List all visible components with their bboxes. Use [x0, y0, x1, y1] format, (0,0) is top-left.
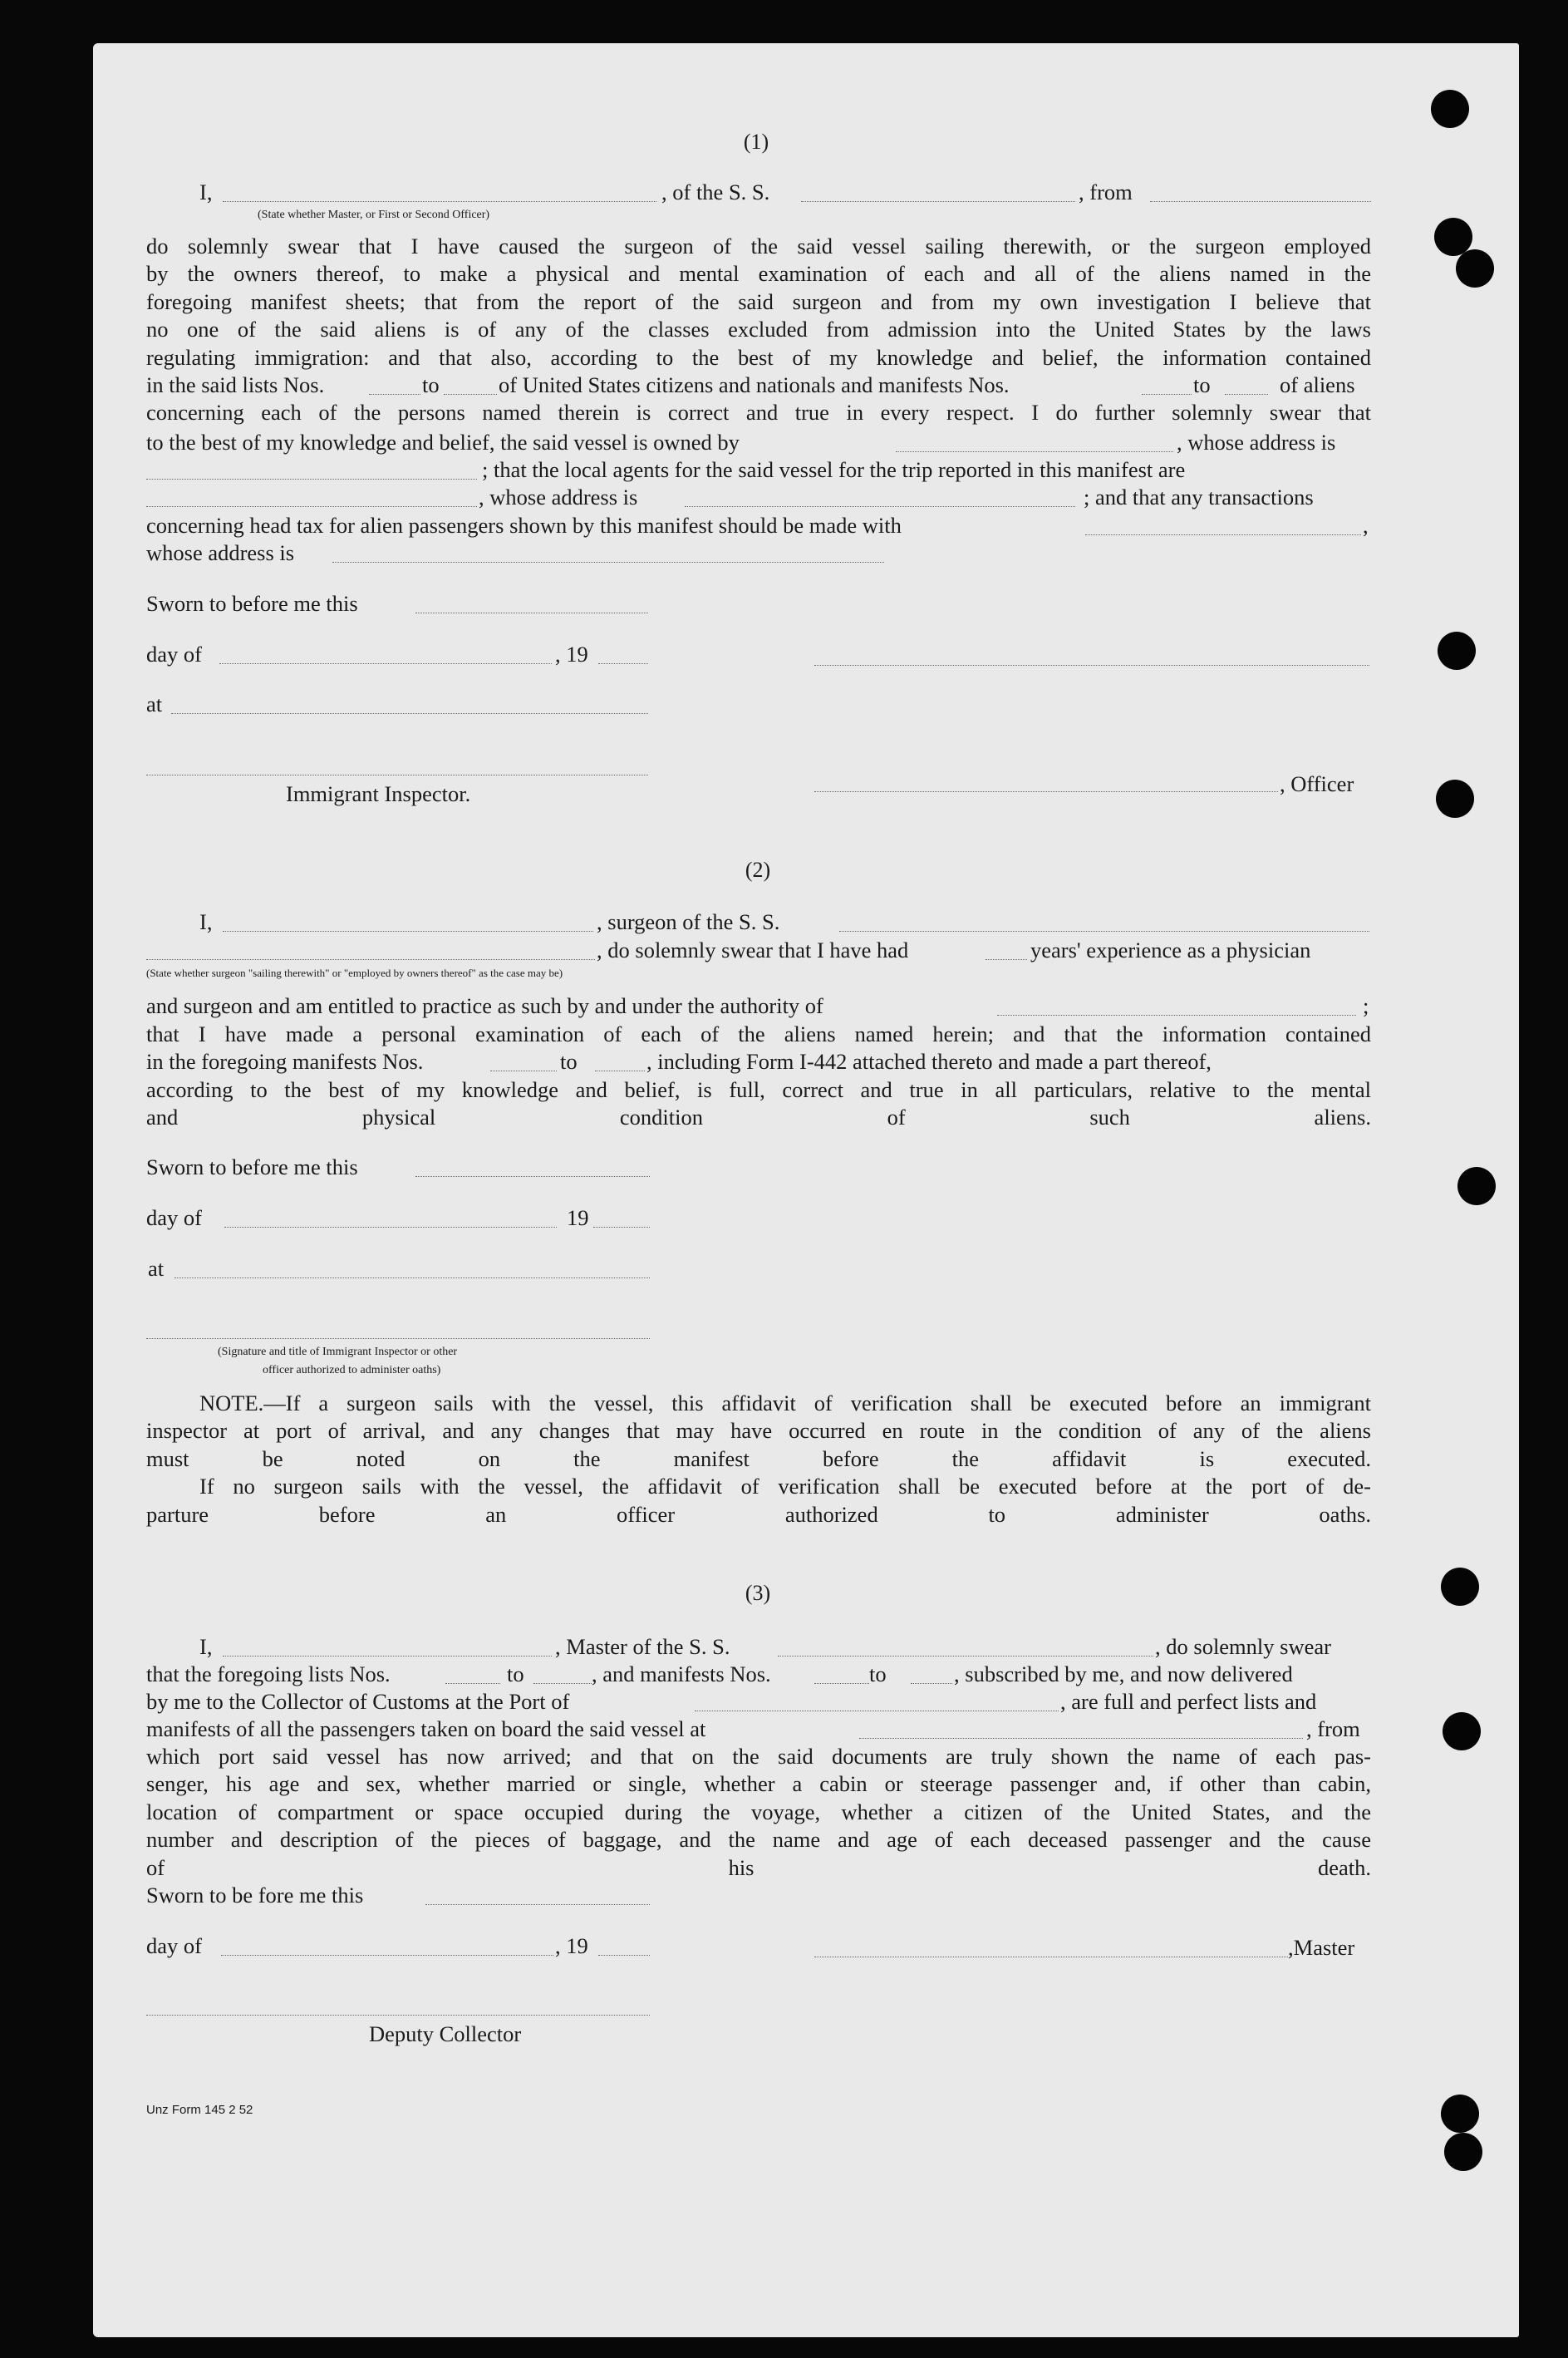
manifests-from-field[interactable] — [814, 1683, 869, 1684]
label-sworn: Sworn to before me this — [146, 1154, 358, 1179]
label-year: , 19 — [555, 642, 588, 667]
label-collector: by me to the Collector of Customs at the Port of — [146, 1689, 570, 1714]
signature-caption: officer authorized to administer oaths) — [263, 1364, 441, 1376]
section-heading: (3) — [745, 1581, 771, 1605]
text-line: and physical condition of such aliens. — [146, 1105, 1371, 1130]
text-line: NOTE.—If a surgeon sails with the vessel, this affidavit of verification shall be executed before an immigrant — [199, 1391, 1371, 1415]
year-field[interactable] — [593, 1227, 650, 1228]
label-manifests-nos: in the foregoing manifests Nos. — [146, 1049, 424, 1074]
agents-address-field[interactable] — [685, 506, 1075, 507]
label-day-of: day of — [146, 1933, 202, 1958]
oath-paragraph — [146, 233, 1371, 372]
year-field[interactable] — [598, 1955, 650, 1956]
label-manifests-nos: , and manifests Nos. — [592, 1661, 771, 1686]
label-to: to — [507, 1661, 524, 1686]
text-line: by the owners thereof, to make a physical and mental examination of each and all of the aliens named in the — [146, 261, 1371, 287]
vessel-name-field[interactable] — [839, 931, 1369, 932]
field-caption: (State whether Master, or First or Second Officer) — [258, 209, 490, 221]
month-field[interactable] — [221, 1955, 553, 1956]
lists-from-field[interactable] — [445, 1683, 500, 1684]
binder-hole — [1444, 2133, 1482, 2171]
label-transactions: ; and that any transactions — [1084, 485, 1314, 510]
text-line: which port said vessel has now arrived; and that on the said documents are truly shown the name of each pas- — [146, 1744, 1371, 1769]
label-to: to — [1193, 372, 1211, 397]
label-practice: and surgeon and am entitled to practice as such by and under the authority of — [146, 993, 823, 1018]
label-of-ss: , of the S. S. — [661, 180, 770, 204]
label-deputy-collector: Deputy Collector — [369, 2021, 522, 2046]
label-whose-address: , whose address is — [1177, 430, 1336, 455]
binder-hole — [1457, 1167, 1496, 1205]
text-line: parture before an officer authorized to administer oaths. — [146, 1501, 1371, 1527]
label-full-perfect: , are full and perfect lists and — [1060, 1689, 1317, 1714]
owner-address-field[interactable] — [146, 479, 477, 480]
label-semicolon: ; — [1363, 993, 1369, 1018]
sworn-date-field[interactable] — [425, 1904, 650, 1905]
label-officer: , Officer — [1280, 771, 1354, 796]
section-heading: (1) — [743, 130, 769, 154]
label-sworn: Sworn to before me this — [146, 591, 358, 616]
surgeon-paragraph — [146, 1076, 1371, 1132]
label-from: , from — [1079, 180, 1133, 204]
text-line: inspector at port of arrival, and any changes that may have occurred en route in the condition of any of the aliens — [146, 1418, 1371, 1444]
agents-field[interactable] — [146, 506, 477, 507]
manifests-to-field[interactable] — [911, 1683, 952, 1684]
text-line: concerning each of the persons named therein is correct and true in every respect. I do further solemnly swear that — [146, 400, 1371, 425]
manifests-to-field[interactable] — [1225, 394, 1268, 395]
section-heading: (2) — [745, 858, 771, 882]
binder-hole — [1431, 90, 1469, 128]
embarkation-port-field[interactable] — [859, 1738, 1303, 1739]
label-from: , from — [1306, 1716, 1360, 1741]
binder-hole — [1441, 2095, 1479, 2133]
binder-hole — [1443, 1712, 1481, 1750]
binder-hole — [1456, 249, 1494, 288]
surgeon-name-field[interactable] — [223, 931, 593, 932]
year-field[interactable] — [598, 663, 648, 664]
label-at: at — [146, 692, 163, 716]
binder-hole — [1441, 1568, 1479, 1606]
label-surgeon-of-ss: , surgeon of the S. S. — [597, 909, 780, 934]
inspector-signature-field[interactable] — [146, 1338, 650, 1339]
label-whose-address: , whose address is — [479, 485, 638, 510]
vessel-name-field[interactable] — [778, 1656, 1153, 1657]
vessel-name-field[interactable] — [801, 201, 1075, 202]
surgeon-paragraph — [146, 1021, 1371, 1048]
sworn-date-field[interactable] — [415, 1176, 650, 1177]
text-line: do solemnly swear that I have caused the surgeon of the said vessel sailing therewith, or the surgeon employed — [146, 234, 1371, 258]
master-name-field[interactable] — [223, 1656, 552, 1657]
text-line: of his death. — [146, 1854, 1371, 1880]
signature-caption: (Signature and title of Immigrant Inspector or other — [218, 1346, 458, 1358]
label-head-tax: concerning head tax for alien passengers shown by this manifest should be made with — [146, 513, 902, 538]
label-citizens: of United States citizens and nationals and manifests Nos. — [499, 372, 1010, 397]
label-lists-nos: in the said lists Nos. — [146, 372, 325, 397]
manifests-from-field[interactable] — [1142, 394, 1192, 395]
head-tax-party-field[interactable] — [1085, 534, 1361, 535]
label-master: ,Master — [1288, 1935, 1355, 1960]
label-year: , 19 — [555, 1933, 588, 1958]
label-taken-on-board: manifests of all the passengers taken on board the said vessel at — [146, 1716, 706, 1741]
label-owned-by: to the best of my knowledge and belief, the said vessel is owned by — [146, 430, 740, 455]
month-field[interactable] — [224, 1227, 557, 1228]
owner-field[interactable] — [896, 451, 1173, 452]
label-master-of-ss: , Master of the S. S. — [555, 1634, 730, 1659]
lists-to-field[interactable] — [533, 1683, 592, 1684]
lists-from-field[interactable] — [369, 394, 420, 395]
text-line: according to the best of my knowledge and belief, is full, correct and true in all particulars, relative to the mental — [146, 1077, 1371, 1102]
label-day-of: day of — [146, 1205, 202, 1230]
text-line: If no surgeon sails with the vessel, the affidavit of verification shall be executed before at the port of de- — [199, 1474, 1371, 1499]
collector-signature-field[interactable] — [146, 2015, 650, 2016]
label-solemnly-swear: , do solemnly swear — [1155, 1634, 1331, 1659]
years-field[interactable] — [986, 959, 1027, 960]
authority-field[interactable] — [997, 1015, 1356, 1016]
label-including-form: , including Form I-442 attached thereto and made a part thereof, — [646, 1049, 1212, 1074]
label-i: I, — [199, 1634, 213, 1659]
binder-hole — [1438, 632, 1476, 670]
label-subscribed: , subscribed by me, and now delivered — [954, 1661, 1293, 1686]
label-at: at — [148, 1256, 165, 1281]
label-day-of: day of — [146, 642, 202, 667]
signature-field[interactable] — [814, 665, 1369, 666]
officer-signature-field[interactable] — [814, 791, 1278, 792]
label-years-experience: years' experience as a physician — [1030, 938, 1311, 962]
text-line: foregoing manifest sheets; that from the report of the said surgeon and from my own investigation I believe that — [146, 288, 1371, 314]
label-immigrant-inspector: Immigrant Inspector. — [286, 781, 471, 806]
label-i: I, — [199, 180, 213, 204]
place-field[interactable] — [171, 713, 648, 714]
label-year: 19 — [567, 1205, 589, 1230]
label-sworn: Sworn to be fore me this — [146, 1883, 364, 1908]
surgeon-status-field[interactable] — [146, 959, 595, 960]
label-lists-nos: that the foregoing lists Nos. — [146, 1661, 391, 1686]
label-to: to — [422, 372, 440, 397]
lists-to-field[interactable] — [444, 394, 497, 395]
binder-hole — [1436, 780, 1474, 818]
label-do-solemnly-swear: , do solemnly swear that I have had — [597, 938, 909, 962]
text-line: must be noted on the manifest before the affidavit is executed. — [146, 1445, 1371, 1471]
place-field[interactable] — [174, 1277, 650, 1278]
text-line: no one of the said aliens is of any of the classes excluded from admission into the United States by the laws — [146, 317, 1371, 342]
form-number: Unz Form 145 2 52 — [146, 2103, 253, 2117]
text-line: location of compartment or space occupied during the voyage, whether a citizen of the United States, and the — [146, 1799, 1371, 1824]
label-comma: , — [1363, 513, 1369, 538]
text-line: senger, his age and sex, whether married or single, whether a cabin or steerage passenger and, if other than cabin, — [146, 1771, 1371, 1797]
label-local-agents: ; that the local agents for the said vessel for the trip reported in this manifest are — [482, 457, 1186, 482]
field-caption: (State whether surgeon "sailing therewith" or "employed by owners thereof" as the case may be) — [146, 967, 563, 979]
label-to: to — [869, 1661, 887, 1686]
from-port-field[interactable] — [1150, 201, 1371, 202]
label-whose-address: whose address is — [146, 540, 295, 565]
month-field[interactable] — [219, 663, 552, 664]
label-i: I, — [199, 909, 213, 934]
text-line: number and description of the pieces of baggage, and the name and age of each deceased passenger and the cause — [146, 1827, 1371, 1853]
label-of-aliens: of aliens — [1280, 372, 1355, 397]
oath-paragraph — [146, 399, 1371, 426]
officer-name-field[interactable] — [223, 201, 656, 202]
note-paragraph — [146, 1390, 1371, 1529]
text-line: regulating immigration: and that also, according to the best of my knowledge and belief, the information contained — [146, 344, 1371, 370]
master-paragraph — [146, 1743, 1371, 1882]
text-line: that I have made a personal examination of each of the aliens named herein; and that the information contained — [146, 1021, 1371, 1046]
head-tax-address-field[interactable] — [332, 562, 884, 563]
label-to: to — [560, 1049, 578, 1074]
